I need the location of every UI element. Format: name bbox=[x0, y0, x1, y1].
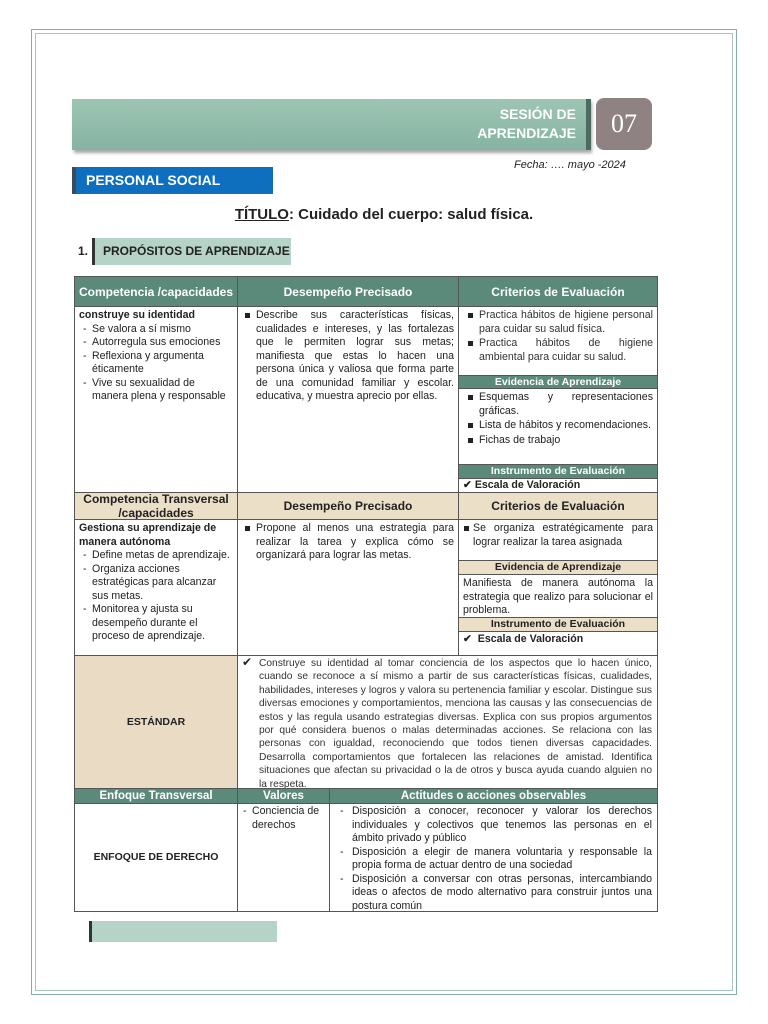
evidencia-item: Esquemas y representaciones gráficas. bbox=[465, 391, 653, 418]
criterio-item: Practica hábitos de higiene personal para cuidar su salud física. bbox=[465, 309, 653, 336]
capacidad-item: - Reflexiona y argumenta éticamente bbox=[81, 350, 233, 377]
capacidad-item: - Vive su sexualidad de manera plena y responsable bbox=[81, 377, 233, 404]
lesson-title bbox=[0, 206, 768, 223]
actitudes-cell bbox=[329, 803, 658, 912]
header-valores: Valores bbox=[237, 788, 330, 804]
instrumento-header-2: Instrumento de Evaluación bbox=[458, 617, 658, 632]
evidencias-cell bbox=[458, 388, 658, 465]
area-label: PERSONAL SOCIAL bbox=[72, 167, 273, 194]
section-number: 1. bbox=[78, 244, 89, 258]
banner-line-2: APRENDIZAJE bbox=[477, 125, 576, 141]
escala-label: Escala de Valoración bbox=[477, 633, 584, 645]
capacidad-item: - Monitorea y ajusta su desempeño durante el proceso de aprendizaje. bbox=[81, 603, 233, 644]
check-icon: ✔ bbox=[242, 655, 253, 669]
enfoque-name: ENFOQUE DE DERECHO bbox=[74, 803, 238, 912]
evidencia-header-2: Evidencia de Aprendizaje bbox=[458, 560, 658, 575]
evidencia-item: Fichas de trabajo bbox=[465, 434, 653, 448]
header-criterios: Criterios de Evaluación bbox=[458, 276, 658, 307]
actitud-item: - Disposición a elegir de manera voluntaria y responsable la propia forma de actuar dentro de una sociedad bbox=[338, 846, 652, 873]
header-enfoque: Enfoque Transversal bbox=[74, 788, 238, 804]
banner-title bbox=[477, 105, 576, 143]
valores-cell bbox=[237, 803, 330, 912]
header-actitudes: Actitudes o acciones observables bbox=[329, 788, 658, 804]
evidencia-header: Evidencia de Aprendizaje bbox=[458, 375, 658, 389]
header-competencia: Competencia /capacidades bbox=[74, 276, 238, 307]
next-section-bar bbox=[89, 921, 277, 942]
competencia-cell bbox=[74, 306, 238, 493]
header-competencia-transversal: Competencia Transversal /capacidades bbox=[74, 492, 238, 520]
header-desempeno: Desempeño Precisado bbox=[237, 276, 459, 307]
check-icon: ✔ bbox=[463, 479, 475, 491]
header-desempeno-transversal: Desempeño Precisado bbox=[237, 492, 459, 520]
criterio-transversal-cell bbox=[458, 519, 658, 561]
estandar-cell bbox=[237, 655, 658, 789]
header-criterios-transversal: Criterios de Evaluación bbox=[458, 492, 658, 520]
criterios-cell bbox=[458, 306, 658, 376]
criterio-item: Practica hábitos de higiene ambiental para cuidar su salud. bbox=[465, 337, 653, 364]
capacidad-item: - Autorregula sus emociones bbox=[81, 336, 233, 350]
instrumento-header: Instrumento de Evaluación bbox=[458, 464, 658, 479]
desempeno-cell bbox=[237, 306, 459, 493]
desempeno-transversal-cell bbox=[237, 519, 459, 656]
evidencia-item: Lista de hábitos y recomendaciones. bbox=[465, 419, 653, 433]
competencia-title: construye su identidad bbox=[79, 309, 195, 321]
session-banner bbox=[72, 99, 590, 150]
desempeno-item: Propone al menos una estrategia para realizar la tarea y explica cómo se organizará para lograr las metas. bbox=[242, 522, 454, 563]
desempeno-item: Describe sus características físicas, cualidades e intereses, y las fortalezas que le permiten lograr sus metas; manifiesta que estas lo hacen una persona única y valiosa que forma parte de una comunidad familiar y escolar. educativa, y muestra aprecio por ellas. bbox=[242, 309, 454, 404]
section-heading: PROPÓSITOS DE APRENDIZAJE bbox=[92, 238, 291, 265]
title-text: Cuidado del cuerpo: salud física. bbox=[293, 206, 534, 223]
valor-item: - Conciencia de derechos bbox=[241, 805, 326, 832]
session-number: 07 bbox=[596, 98, 652, 150]
date-line: Fecha: …. mayo -2024 bbox=[514, 159, 626, 171]
instrumento-cell bbox=[458, 478, 658, 493]
capacidad-item: - Organiza acciones estratégicas para alcanzar sus metas. bbox=[81, 563, 233, 604]
banner-line-1: SESIÓN DE bbox=[499, 106, 576, 122]
instrumento-2-cell bbox=[458, 631, 658, 656]
capacidad-item: - Define metas de aprendizaje. bbox=[81, 549, 233, 563]
actitud-item: - Disposición a conocer, reconocer y valorar los derechos individuales y colectivos que tenemos las personas en el ámbito privado y público bbox=[338, 805, 652, 846]
estandar-label: ESTÁNDAR bbox=[74, 655, 238, 789]
transversal-title: Gestiona su aprendizaje de manera autónoma bbox=[79, 522, 217, 548]
criterio-item: Se organiza estratégicamente para lograr realizar la tarea asignada bbox=[461, 522, 653, 549]
check-icon: ✔ bbox=[463, 633, 478, 645]
escala-label: Escala de Valoración bbox=[474, 479, 581, 491]
evidencia-2-cell: Manifiesta de manera autónoma la estrategia que realizo para solucionar el problema. bbox=[458, 574, 658, 618]
title-label: TÍTULO bbox=[234, 206, 289, 223]
banner-edge bbox=[586, 99, 591, 150]
actitud-item: - Disposición a conversar con otras personas, intercambiando ideas o afectos de modo alternativo para construir juntos una postura común bbox=[338, 873, 652, 913]
capacidad-item: - Se valora a sí mismo bbox=[81, 323, 233, 337]
transversal-cell bbox=[74, 519, 238, 656]
estandar-text: Construye su identidad al tomar conciencia de los aspectos que lo hacen único, cuando se reconoce a sí mismo a partir de sus características físicas, cualidades, habilidades, intereses y logros y valora su pertenencia familiar y escolar. Distingue sus diversas emociones y comportamientos, menciona las causas y las consecuencias de estos y las regula usando estrategias diversas. Explica con sus propios argumentos por qué considera buenos o malas determinadas acciones. Se relaciona con las personas con igualdad, reconociendo que todos tienen diversas capacidades. Desarrolla comportamientos que fortalecen las relaciones de amistad. Identifica situaciones que afectan su privacidad o la de otros y busca ayuda cuando alguien no la respeta. bbox=[259, 658, 652, 789]
title-separator: : bbox=[288, 206, 294, 223]
